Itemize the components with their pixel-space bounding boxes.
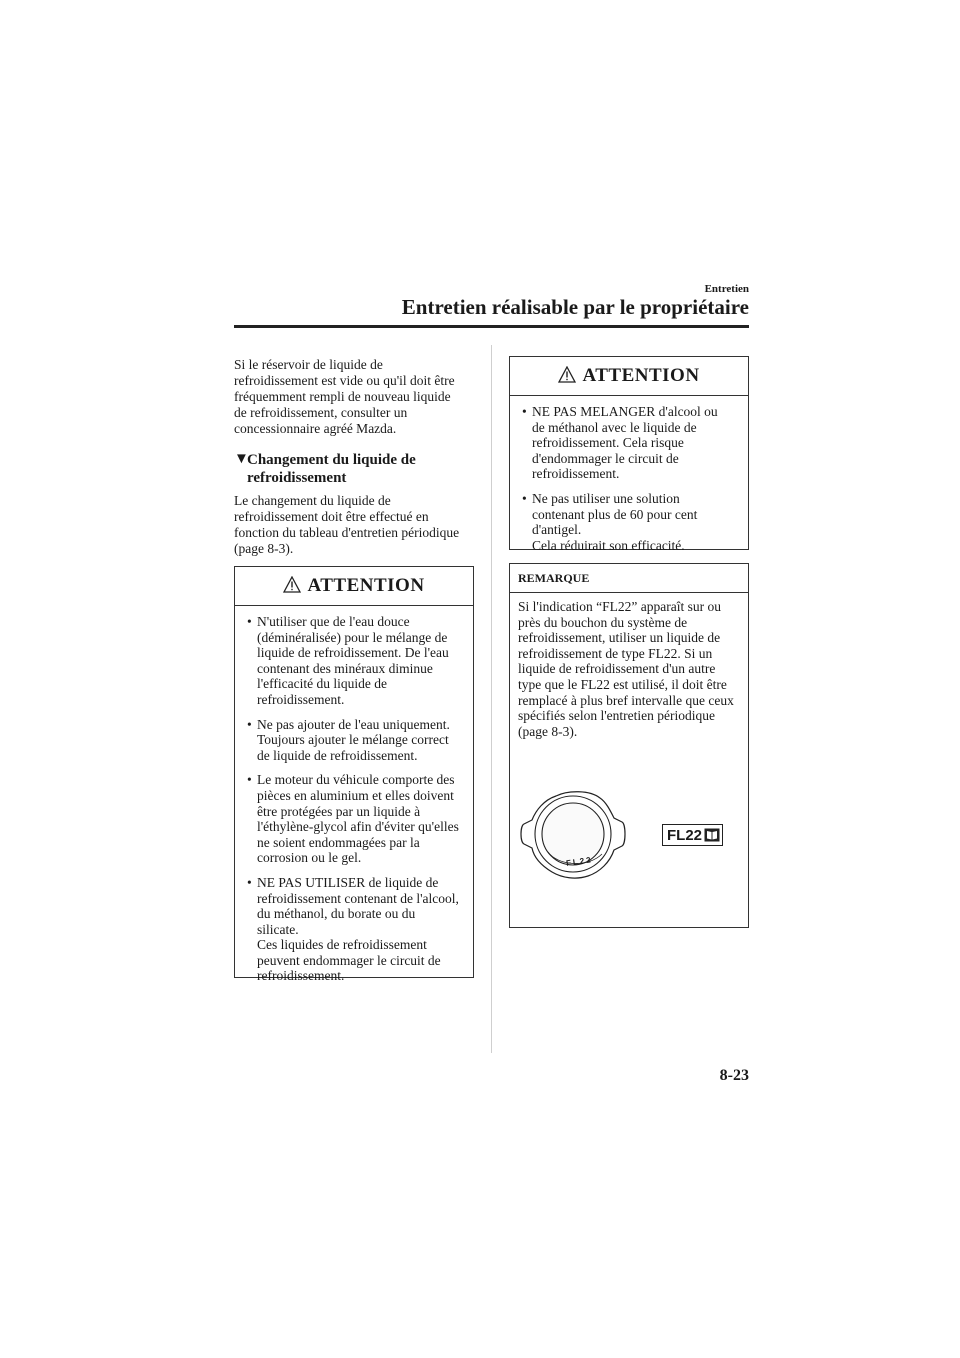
attention-item: • Le moteur du véhicule comporte des pièces en aluminium et elles doivent être protégées par un liquide à l'éthylène-glycol afin d'éviter qu'elles ne soient endommagées par la corrosion ou le gel. [247,772,459,866]
warning-icon [283,576,301,593]
fl22-badge: FL22 [662,824,723,846]
bullet-icon: • [247,874,252,890]
attention-header: ATTENTION [510,357,748,396]
intro-paragraph: Si le réservoir de liquide de refroidissement est vide ou qu'il doit être fréquemment rempli de nouveau liquide de refroidissement, consulter un concessionnaire agréé Mazda. [234,357,455,436]
page-number: 8-23 [719,1067,749,1084]
page-title: Entretien réalisable par le propriétaire [401,295,749,319]
note-header: REMARQUE [510,564,748,593]
subsection-heading: ▼ Changement du liquide de refroidissement [234,451,416,486]
attention-item: • NE PAS UTILISER de liquide de refroidissement contenant de l'alcool, du méthanol, du borate ou du silicate. Ces liquides de refroidissement peuvent endommager le circuit de refroidissement. [247,874,459,984]
bullet-icon: • [522,490,527,506]
attention-item: • N'utiliser que de l'eau douce (déminéralisée) pour le mélange de liquide de refroidissement. De l'eau contenant des minéraux diminue l'efficacité du liquide de refroidissement. [247,614,449,707]
note-text: Si l'indication “FL22” apparaît sur ou près du bouchon du système de refroidissement, utiliser un liquide de refroidissement de type FL22. Si un liquide de refroidissement d'un autre type que le FL22 est utilisé, il doit être remplacé à plus bref intervalle que ceux spécifiés selon l'entretien périodique (page 8-3). [518,599,734,739]
bullet-icon: • [247,716,252,732]
manual-book-icon [704,828,720,842]
bullet-icon: • [522,404,527,419]
attention-item: • NE PAS MELANGER d'alcool ou de méthanol avec le liquide de refroidissement. Cela risque d'endommager le circuit de refroidissement. [522,404,718,482]
attention-box-left [234,566,474,984]
header-rule [234,325,749,328]
warning-icon [558,366,576,383]
radiator-cap-illustration [518,790,628,882]
attention-header: ATTENTION [235,567,473,606]
bullet-icon: • [247,772,252,788]
bullet-icon: • [247,614,252,629]
attention-item: • Ne pas utiliser une solution contenant plus de 60 pour cent d'antigel. Cela réduirait son efficacité. [522,490,698,553]
attention-box-right [509,356,749,553]
triangle-marker-icon: ▼ [234,451,249,467]
section-label: Entretien [704,283,749,295]
change-paragraph: Le changement du liquide de refroidissement doit être effectué en fonction du tableau d'entretien périodique (page 8-3). [234,493,460,556]
column-divider [491,345,492,1053]
cap-label: FL22 [565,855,594,868]
note-box [509,563,749,928]
attention-item: • Ne pas ajouter de l'eau uniquement. Toujours ajouter le mélange correct de liquide de refroidissement. [247,716,450,763]
